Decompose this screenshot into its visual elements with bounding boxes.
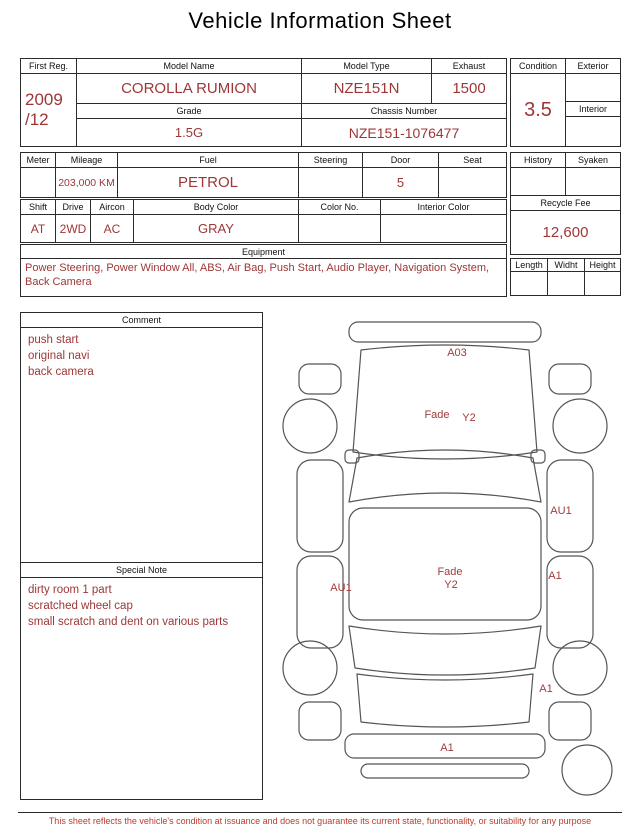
syaken-value (566, 168, 621, 196)
damage-code-front-y2: Y2 (462, 412, 476, 424)
first-reg-value (21, 74, 77, 147)
roof-shape (349, 508, 541, 620)
history-value (511, 168, 566, 196)
damage-code-right-door: AU1 (550, 505, 572, 517)
first-reg-year: 2009 (25, 90, 63, 110)
trunk-shape (357, 674, 533, 727)
damage-code-rear-bumper: A1 (440, 742, 454, 754)
front-left-wheel (283, 399, 337, 453)
exhaust-label: Exhaust (432, 59, 507, 74)
exterior-value (566, 74, 621, 102)
damage-code-front-fade: Fade (424, 409, 450, 421)
damage-code-left-side: AU1 (330, 582, 352, 594)
mileage-value: 203,000 KM (56, 168, 118, 198)
history-label: History (511, 153, 566, 168)
exterior-label: Exterior (566, 59, 621, 74)
fuel-label: Fuel (118, 153, 299, 168)
special-note-box (20, 562, 263, 800)
car-outline (283, 322, 612, 795)
door-value: 5 (363, 168, 439, 198)
page-title: Vehicle Information Sheet (188, 8, 452, 33)
shift-value: AT (21, 215, 56, 243)
aircon-label: Aircon (91, 200, 134, 215)
drive-value: 2WD (56, 215, 91, 243)
left-front-door (297, 460, 343, 552)
rear-left-wheel (283, 641, 337, 695)
comment-body (21, 328, 262, 386)
interior-color-value (381, 215, 507, 243)
rear-lower-shape (361, 764, 529, 778)
damage-code-roof-y2: Y2 (444, 579, 458, 591)
chassis-number-label: Chassis Number (302, 104, 507, 119)
syaken-label: Syaken (566, 153, 621, 168)
meter-value (21, 168, 56, 198)
windshield-shape (349, 450, 541, 502)
grade-label: Grade (77, 104, 302, 119)
condition-table (510, 58, 621, 147)
grade-value: 1.5G (77, 119, 302, 147)
comment-title: Comment (21, 313, 262, 328)
car-condition-diagram (265, 308, 635, 804)
aircon-value: AC (91, 215, 134, 243)
recycle-fee-label: Recycle Fee (511, 196, 621, 211)
seat-value (439, 168, 507, 198)
front-right-fender (549, 364, 591, 394)
damage-code-right-side: A1 (548, 570, 562, 582)
comment-box (20, 312, 263, 565)
interior-label: Interior (566, 102, 621, 117)
fuel-value: PETROL (118, 168, 299, 198)
vehicle-main-table (20, 58, 507, 147)
color-no-value (299, 215, 381, 243)
first-reg-label: First Reg. (21, 59, 77, 74)
first-reg-month: /12 (25, 110, 49, 129)
hood-shape (353, 345, 537, 459)
model-name-value: COROLLA RUMION (77, 74, 302, 104)
steering-label: Steering (299, 153, 363, 168)
special-note-body (21, 578, 262, 636)
spare-wheel (562, 745, 612, 795)
rear-right-quarter (549, 702, 591, 740)
exhaust-value: 1500 (432, 74, 507, 104)
model-type-label: Model Type (302, 59, 432, 74)
door-label: Door (363, 153, 439, 168)
history-recycle-table (510, 152, 621, 255)
color-no-label: Color No. (299, 200, 381, 215)
special-note-line: dirty room 1 part (28, 584, 112, 596)
left-rear-door (297, 556, 343, 648)
special-note-line: scratched wheel cap (28, 599, 133, 612)
height-value (585, 272, 621, 296)
mileage-label: Mileage (56, 153, 118, 168)
rear-right-wheel (553, 641, 607, 695)
spec-table-row2 (20, 199, 507, 243)
seat-label: Seat (439, 153, 507, 168)
damage-code-roof-fade: Fade (437, 566, 463, 578)
comment-line: push start (28, 334, 79, 346)
length-value (511, 272, 548, 296)
interior-value (566, 117, 621, 147)
equipment-table (20, 244, 507, 297)
shift-label: Shift (21, 200, 56, 215)
model-name-label: Model Name (77, 59, 302, 74)
disclaimer-text: This sheet reflects the vehicle's condition at issuance and does not guarantee its current state, functionality, or suitability for any purpose (18, 812, 622, 826)
front-bumper-shape (349, 322, 541, 342)
widht-label: Widht (548, 259, 585, 272)
widht-value (548, 272, 585, 296)
rear-window-shape (349, 626, 541, 675)
front-right-wheel (553, 399, 607, 453)
drive-label: Drive (56, 200, 91, 215)
spec-table-row1 (20, 152, 507, 198)
equipment-label: Equipment (21, 245, 507, 259)
front-left-fender (299, 364, 341, 394)
condition-label: Condition (511, 59, 566, 74)
height-label: Height (585, 259, 621, 272)
special-note-line: small scratch and dent on various parts (28, 615, 229, 628)
damage-annotations (330, 347, 571, 754)
comment-line: back camera (28, 365, 94, 378)
interior-color-label: Interior Color (381, 200, 507, 215)
recycle-fee-value: 12,600 (511, 211, 621, 255)
damage-code-rear-quarter: A1 (539, 683, 553, 695)
steering-value (299, 168, 363, 198)
dimensions-table (510, 258, 621, 296)
condition-value: 3.5 (511, 74, 566, 147)
rear-left-quarter (299, 702, 341, 740)
body-color-value: GRAY (134, 215, 299, 243)
comment-line: original navi (28, 349, 90, 362)
body-color-label: Body Color (134, 200, 299, 215)
damage-code-hood: A03 (447, 347, 467, 359)
equipment-value: Power Steering, Power Window All, ABS, Air Bag, Push Start, Audio Player, Navigation System, Back Camera (21, 259, 507, 297)
chassis-number-value: NZE151-1076477 (302, 119, 507, 147)
special-note-title: Special Note (21, 563, 262, 578)
model-type-value: NZE151N (302, 74, 432, 104)
meter-label: Meter (21, 153, 56, 168)
length-label: Length (511, 259, 548, 272)
